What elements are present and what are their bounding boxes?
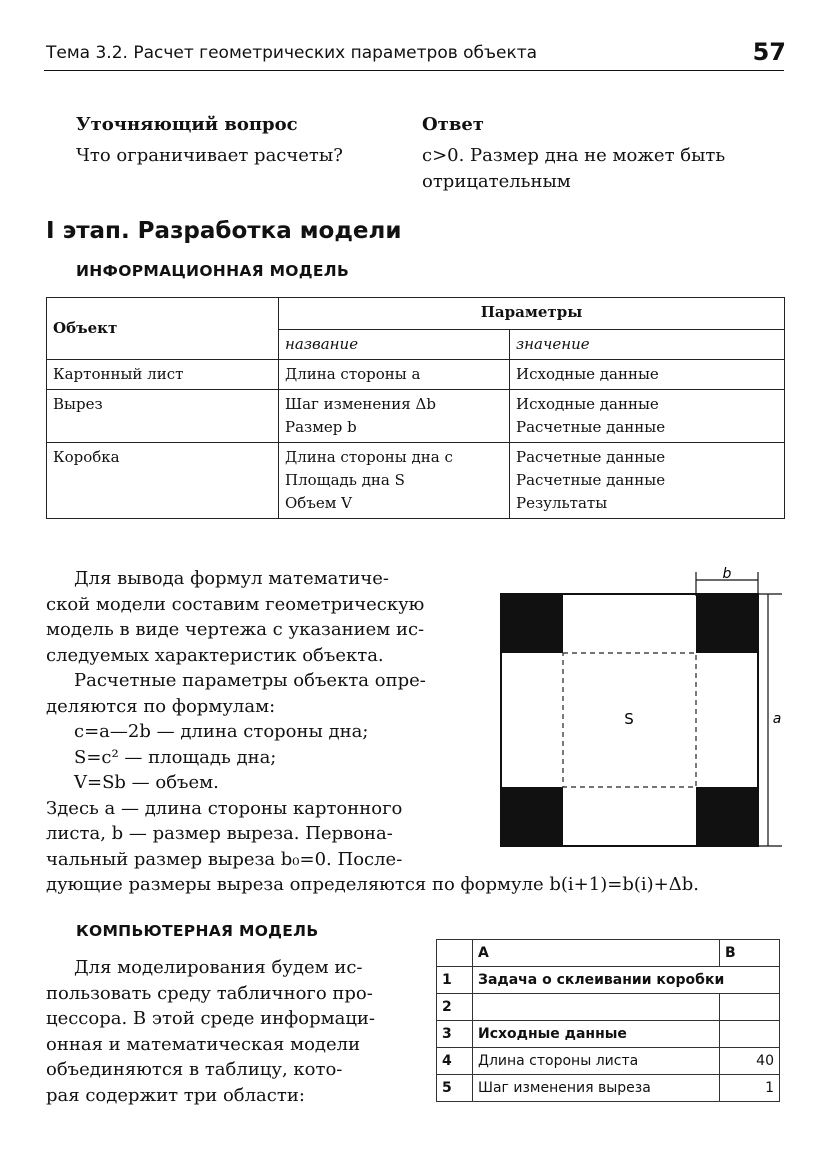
table-row	[437, 1048, 780, 1075]
question-heading: Уточняющий вопрос	[76, 114, 298, 135]
page-number: 57	[752, 38, 786, 66]
table-row	[47, 360, 785, 390]
corner-cutout	[696, 787, 758, 846]
col-b-header: B	[720, 940, 780, 967]
table-row	[437, 1075, 780, 1102]
info-model-heading: ИНФОРМАЦИОННАЯ МОДЕЛЬ	[76, 262, 350, 280]
formula-c: c=a—2b — длина стороны дна;	[74, 721, 369, 742]
text-line: Расчетные параметры объекта опре-	[74, 670, 426, 691]
text-line: Для вывода формул математиче-	[74, 568, 389, 589]
value-cell: Исходные данные Расчетные данные	[510, 390, 785, 443]
math-model-text	[46, 566, 482, 872]
answer-text-line2: отрицательным	[422, 171, 571, 192]
row-number: 4	[437, 1048, 473, 1075]
running-header-title: Тема 3.2. Расчет геометрических параметров объекта	[46, 43, 538, 63]
text-line: цессора. В этой среде информаци-	[46, 1008, 376, 1029]
text-line: пользовать среду табличного про-	[46, 982, 373, 1004]
text-line: объединяются в таблицу, кото-	[46, 1059, 343, 1080]
cell-a3: Исходные данные	[473, 1021, 720, 1048]
cell-a4: Длина стороны листа	[473, 1048, 720, 1075]
col-object-header: Объект	[47, 298, 279, 360]
row-number: 1	[437, 967, 473, 994]
object-cell: Коробка	[47, 443, 279, 519]
cell-b5: 1	[720, 1075, 780, 1102]
label-b: b	[722, 566, 732, 582]
name-cell: Длина стороны a	[279, 360, 510, 390]
text-line: следуемых характеристик объекта.	[46, 644, 384, 666]
corner-cutout	[501, 594, 563, 653]
cell-a1: Задача о склеивании коробки	[473, 967, 780, 994]
info-model-table	[46, 297, 785, 519]
formula-v: V=Sb — объем.	[74, 772, 219, 793]
text-line: деляются по формулам:	[46, 695, 276, 717]
label-s: S	[624, 710, 634, 728]
corner-cutout	[696, 594, 758, 653]
corner-cutout	[501, 787, 563, 846]
value-cell: Исходные данные	[510, 360, 785, 390]
col-value-header: значение	[510, 330, 785, 360]
text-line: Здесь a — длина стороны картонного	[46, 797, 403, 819]
row-number: 3	[437, 1021, 473, 1048]
box-net-diagram	[496, 566, 786, 856]
text-line-formula-b: дующие размеры выреза определяются по формуле b(i+1)=b(i)+Δb.	[46, 874, 699, 895]
col-name-header: название	[279, 330, 510, 360]
row-number: 2	[437, 994, 473, 1021]
cell-b4: 40	[720, 1048, 780, 1075]
formula-s: S=c² — площадь дна;	[74, 746, 277, 768]
computer-model-heading: КОМПЬЮТЕРНАЯ МОДЕЛЬ	[76, 922, 319, 940]
table-row	[437, 1021, 780, 1048]
text-line: чальный размер выреза b₀=0. После-	[46, 848, 403, 870]
stage-title: I этап. Разработка модели	[46, 218, 402, 244]
table-row	[437, 967, 780, 994]
answer-text-line1: c>0. Размер дна не может быть	[422, 145, 726, 166]
answer-heading: Ответ	[422, 114, 484, 135]
cell-a2	[473, 994, 720, 1021]
name-cell: Длина стороны дна c Площадь дна S Объем V	[279, 443, 510, 519]
row-number: 5	[437, 1075, 473, 1102]
text-line: онная и математическая модели	[46, 1033, 361, 1055]
text-line: рая содержит три области:	[46, 1084, 305, 1106]
text-line: листа, b — размер выреза. Первона-	[46, 823, 393, 844]
value-cell: Расчетные данные Расчетные данные Результаты	[510, 443, 785, 519]
header-rule	[44, 70, 784, 71]
computer-model-text	[46, 955, 414, 1108]
table-row	[437, 994, 780, 1021]
corner-cell	[437, 940, 473, 967]
col-params-header: Параметры	[279, 298, 785, 330]
object-cell: Картонный лист	[47, 360, 279, 390]
name-cell: Шаг изменения Δb Размер b	[279, 390, 510, 443]
col-a-header: A	[473, 940, 720, 967]
table-row	[47, 390, 785, 443]
question-text: Что ограничивает расчеты?	[76, 145, 343, 166]
cell-b3	[720, 1021, 780, 1048]
cell-a5: Шаг изменения выреза	[473, 1075, 720, 1102]
cell-b2	[720, 994, 780, 1021]
label-a: a	[772, 711, 782, 727]
text-line: ской модели составим геометрическую	[46, 593, 425, 615]
text-line: Для моделирования будем ис-	[74, 957, 363, 978]
object-cell: Вырез	[47, 390, 279, 443]
spreadsheet-table	[436, 939, 780, 1102]
table-row	[47, 443, 785, 519]
text-line: модель в виде чертежа с указанием ис-	[46, 619, 425, 640]
sheet-header-row	[437, 940, 780, 967]
